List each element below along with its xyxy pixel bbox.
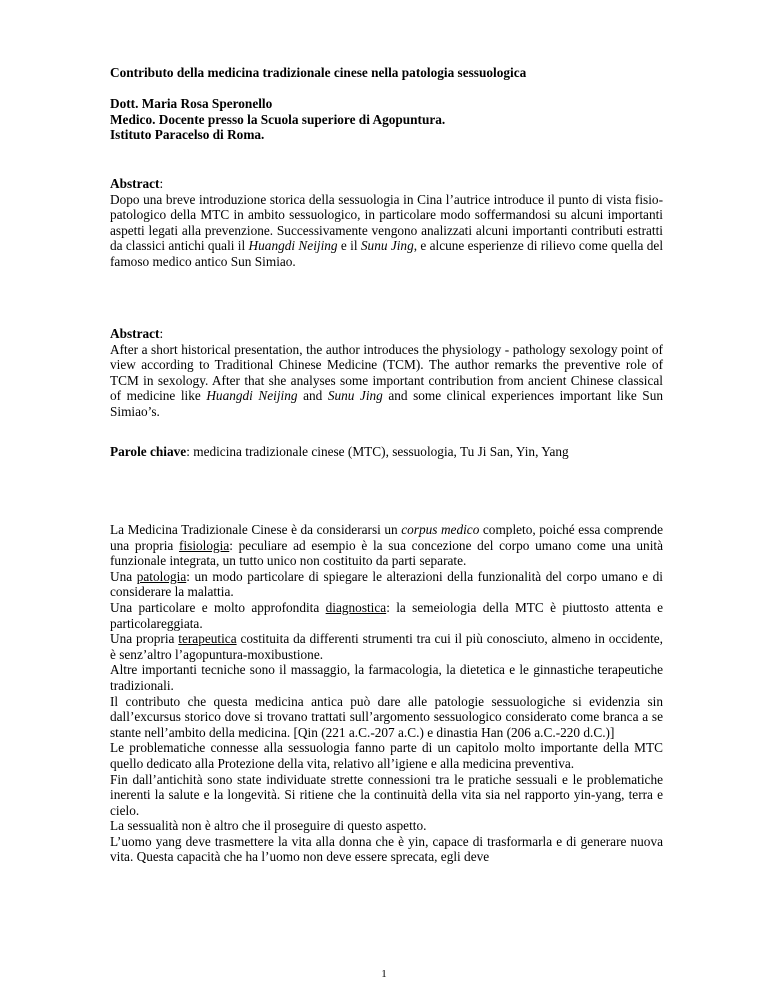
paragraph: Le problematiche connesse alla sessuologia fanno parte di un capitolo molto importante della MTC quello dedicato alla Protezione della vita, relativo all’igiene e alla medicina preventiva. (110, 740, 663, 771)
page-number: 1 (381, 968, 387, 980)
paragraph: L’uomo yang deve trasmettere la vita alla donna che è yin, capace di trasformarla e di generare nuova vita. Questa capacità che ha l’uomo non deve essere sprecata, egli deve (110, 833, 663, 865)
abstract-it-italic-1: Huangdi Neijing (248, 238, 338, 254)
p4-text-a: Una propria (110, 631, 179, 647)
p2-text-b: : un modo particolare di spiegare le alterazioni della funzionalità del corpo umano e di considerare la malattia. (110, 568, 663, 600)
paper-title: Contributo della medicina tradizionale cinese nella patologia sessuologica (110, 65, 527, 80)
abstract-it-heading: Abstract (110, 176, 160, 191)
abstract-it-text-3: , e alcune esperienze di rilievo come quella del famoso medico antico Sun Simiao. (110, 238, 664, 269)
author-block (110, 96, 663, 143)
author-institute: Istituto Paracelso di Roma. (110, 127, 265, 143)
paragraph: Il contributo che questa medicina antica può dare alle patologie sessuologiche si evidenzia sin dall’excursus storico dove si trovano trattati sull’argomento sessuologico considerato come branca a se stante nell’ambito della medicina. [Qin (221 a.C.-207 a.C.) e dinastia Han (206 a.C.-220 d.C.)] (110, 693, 663, 740)
abstract-en-text-1: After a short historical presentation, the author introduces the physiology - pathology sexology point of view according to Traditional Chinese Medicine (TCM). The author remarks the preventive role of TCM in sexology. After that she analyses some important contribution from ancient Chinese classical of medicine like (110, 341, 663, 404)
abstract-it-colon: : (159, 176, 164, 191)
p3-underline: diagnostica (325, 599, 387, 615)
p3-text-a: Una particolare e molto approfondita (110, 599, 326, 615)
abstract-en-text-3: and some clinical experiences important like Sun Simiao’s. (110, 388, 663, 419)
abstract-it-text-1: Dopo una breve introduzione storica della sessuologia in Cina l’autrice introduce il punto di vista fisio-patologico della MTC in ambito sessuologico, in particolare modo soffermandosi su alcuni importanti aspetti legati alla prevenzione. Successivamente vengono analizzati alcuni importanti contributi estratti da classici antichi quali il (110, 191, 663, 254)
paragraph: La sessualità non è altro che il proseguire di questo aspetto. (110, 818, 427, 834)
abstract-it (110, 176, 663, 270)
abstract-en-italic-1: Huangdi Neijing (206, 388, 298, 404)
abstract-en-text-2: and (297, 388, 328, 404)
body-text (110, 522, 663, 865)
p2-text-a: Una (110, 568, 137, 584)
abstract-en-colon: : (159, 326, 164, 341)
abstract-it-text-2: e il (337, 238, 361, 254)
abstract-en-text (110, 342, 663, 420)
paragraph: Fin dall’antichità sono state individuate strette connessioni tra le pratiche sessuali e le problematiche inerenti la salute e la longevità. Si ritiene che la continuità della vita sia nel rapporto yin-yang, terra e cielo. (110, 771, 663, 818)
keywords-text: : medicina tradizionale cinese (MTC), sessuologia, Tu Ji San, Yin, Yang (186, 444, 569, 459)
paragraph (110, 631, 663, 662)
p4-underline: terapeutica (178, 631, 237, 647)
p1-italic: corpus medico (401, 522, 480, 537)
abstract-en-italic-2: Sunu Jing (327, 388, 383, 404)
author-role: Medico. Docente presso la Scuola superiore di Agopuntura. (110, 111, 446, 127)
paragraph (110, 569, 663, 600)
abstract-en (110, 326, 663, 420)
abstract-en-heading: Abstract (110, 326, 160, 341)
author-name: Dott. Maria Rosa Speronello (110, 96, 273, 111)
paragraph (110, 600, 663, 631)
keywords-label: Parole chiave (110, 444, 187, 459)
p1-text-a: La Medicina Tradizionale Cinese è da considerarsi un (110, 522, 402, 537)
p2-underline: patologia (136, 568, 187, 584)
p1-underline: fisiologia (179, 537, 230, 553)
p1-text-b: completo, poiché essa comprende una propria (110, 522, 663, 553)
abstract-it-text (110, 192, 663, 270)
p1-text-c: : peculiare ad esempio è la sua concezione del corpo umano come una unità funzionale integrata, un tutto unico non costituito da parti separate. (110, 537, 663, 569)
abstract-it-italic-2: Sunu Jing (360, 238, 414, 254)
p3-text-b: : la semeiologia della MTC è piuttosto attenta e particolareggiata. (110, 599, 663, 631)
paragraph: Altre importanti tecniche sono il massaggio, la farmacologia, la dietetica e le ginnastiche terapeutiche tradizionali. (110, 662, 663, 693)
p4-text-b: costituita da differenti strumenti tra cui il più conosciuto, almeno in occidente, è senz’altro l’agopuntura-moxibustione. (110, 631, 664, 662)
keywords (110, 444, 663, 460)
paragraph (110, 522, 663, 569)
